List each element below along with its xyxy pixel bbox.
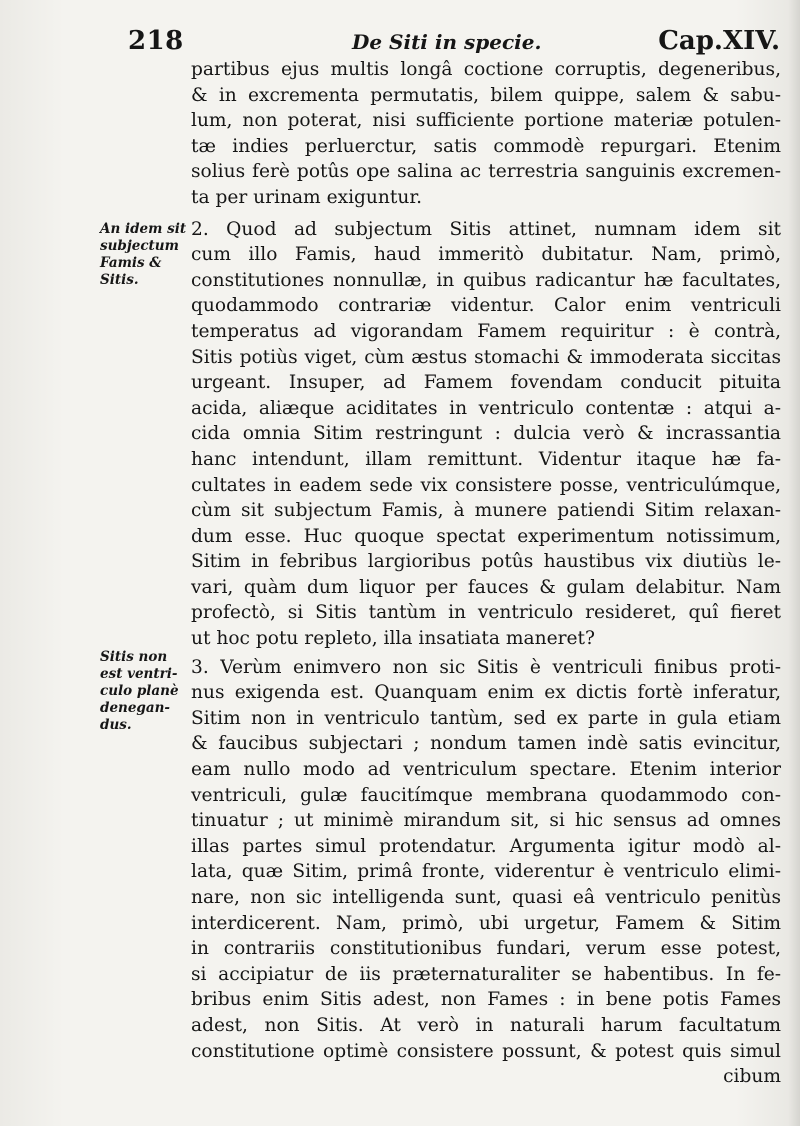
text-line: cum illo Famis, haud immeritò dubitatur. Nam, primò, <box>191 244 781 266</box>
text-line: hanc intendunt, illam remittunt. Videntur itaque hæ fa- <box>191 448 781 470</box>
page-edge-shadow <box>788 0 800 1126</box>
text-line: temperatus ad vigorandam Famem requiritur : è contrà, <box>191 320 781 342</box>
text-line: solius ferè potûs ope salina ac terrestria sanguinis excremen- <box>191 161 781 183</box>
text-line: quodammodo contrariæ videntur. Calor enim ventriculi <box>191 295 781 317</box>
text-line: ut hoc potu repleto, illa insatiata maneret? <box>191 628 595 650</box>
page-number: 218 <box>128 26 184 56</box>
paragraph-continued <box>191 57 781 211</box>
text-line: ta per urinam exiguntur. <box>191 186 423 208</box>
text-line: nus exigenda est. Quanquam enim ex dictis fortè inferatur, <box>191 682 781 704</box>
text-line: constitutione optimè consistere possunt, & potest quis simul <box>191 1040 781 1062</box>
body-text <box>191 57 781 1093</box>
text-line: cùm sit subjectum Famis, à munere patiendi Sitim relaxan- <box>191 500 781 522</box>
text-line: Sitim in febribus largioribus potûs haustibus vix diutiùs le- <box>191 551 781 573</box>
marginal-note-line: Famis & <box>100 255 162 271</box>
paragraph-3 <box>191 655 781 1090</box>
text-line: 3. Verùm enimvero non sic Sitis è ventriculi finibus proti- <box>191 656 781 678</box>
text-line: urgeant. Insuper, ad Famem fovendam conducit pituita <box>191 372 781 394</box>
text-line: tæ indies perluerctur, satis commodè repurgari. Etenim <box>191 135 781 157</box>
text-line: in contrariis constitutionibus fundari, verum esse potest, <box>191 938 781 960</box>
text-line: lum, non poterat, nisi sufficiente portione materiæ potulen- <box>191 110 781 132</box>
text-line: lata, quæ Sitim, primâ fronte, viderentur è ventriculo elimi- <box>191 861 781 883</box>
paragraph-2 <box>191 217 781 652</box>
text-line: Sitim non in ventriculo tantùm, sed ex parte in gula etiam <box>191 707 781 729</box>
marginal-note-line: dus. <box>100 717 132 733</box>
text-line: dum esse. Huc quoque spectat experimentum notissimum, <box>191 525 781 547</box>
marginal-note-line: culo planè <box>100 683 179 699</box>
marginal-note-line: Sitis. <box>100 272 139 288</box>
catchword: cibum <box>723 1066 781 1088</box>
marginal-note-line: Sitis non <box>100 649 168 665</box>
text-line: profectò, si Sitis tantùm in ventriculo resideret, quî fieret <box>191 602 781 624</box>
text-line: nare, non sic intelligenda sunt, quasi eâ ventriculo penitùs <box>191 887 781 908</box>
running-title: De Siti in specie. <box>352 30 542 54</box>
marginal-note-line: An idem sit <box>100 221 187 237</box>
text-line: interdicerent. Nam, primò, ubi urgetur, Famem & Sitim <box>191 912 781 934</box>
text-line: si accipiatur de iis præternaturaliter se habentibus. In fe- <box>191 963 781 985</box>
running-header <box>0 20 800 60</box>
text-line: cida omnia Sitim restringunt : dulcia verò & incrassantia <box>191 423 781 445</box>
text-line: vari, quàm dum liquor per fauces & gulam delabitur. Nam <box>191 576 781 598</box>
text-line: acida, aliæque aciditates in ventriculo contentæ : atqui a- <box>191 397 781 419</box>
text-line: illas partes simul protendatur. Argumenta igitur modò al- <box>191 835 781 857</box>
text-line: ventriculi, gulæ faucitímque membrana quodammodo con- <box>191 784 781 806</box>
text-line: Sitis potiùs viget, cùm æstus stomachi & immoderata siccitas <box>191 346 781 368</box>
marginal-note-stomach <box>100 649 186 734</box>
marginal-note-line: subjectum <box>100 238 179 254</box>
text-line: & faucibus subjectari ; nondum tamen indè satis evincitur, <box>191 733 781 755</box>
text-line: adest, non Sitis. At verò in naturali harum facultatum <box>191 1014 781 1036</box>
marginal-note-line: est ventri- <box>100 666 178 682</box>
text-line: bribus enim Sitis adest, non Fames : in bene potis Fames <box>191 989 781 1011</box>
text-line: partibus ejus multis longâ coctione corruptis, degeneribus, <box>191 59 781 80</box>
marginal-note-subject <box>100 221 186 289</box>
marginal-note-line: denegan- <box>100 700 171 716</box>
text-line: constitutiones nonnullæ, in quibus radicantur hæ facultates, <box>191 269 781 291</box>
text-line: 2. Quod ad subjectum Sitis attinet, numnam idem sit <box>191 218 781 240</box>
text-line: eam nullo modo ad ventriculum spectare. Etenim interior <box>191 759 781 781</box>
text-line: tinuatur ; ut minimè mirandum sit, si hic sensus ad omnes <box>191 810 781 832</box>
text-line: & in excrementa permutatis, bilem quippe, salem & sabu- <box>191 84 781 106</box>
text-line: cultates in eadem sede vix consistere posse, ventriculúmque, <box>191 474 781 496</box>
chapter-label: Cap.XIV. <box>658 26 780 56</box>
